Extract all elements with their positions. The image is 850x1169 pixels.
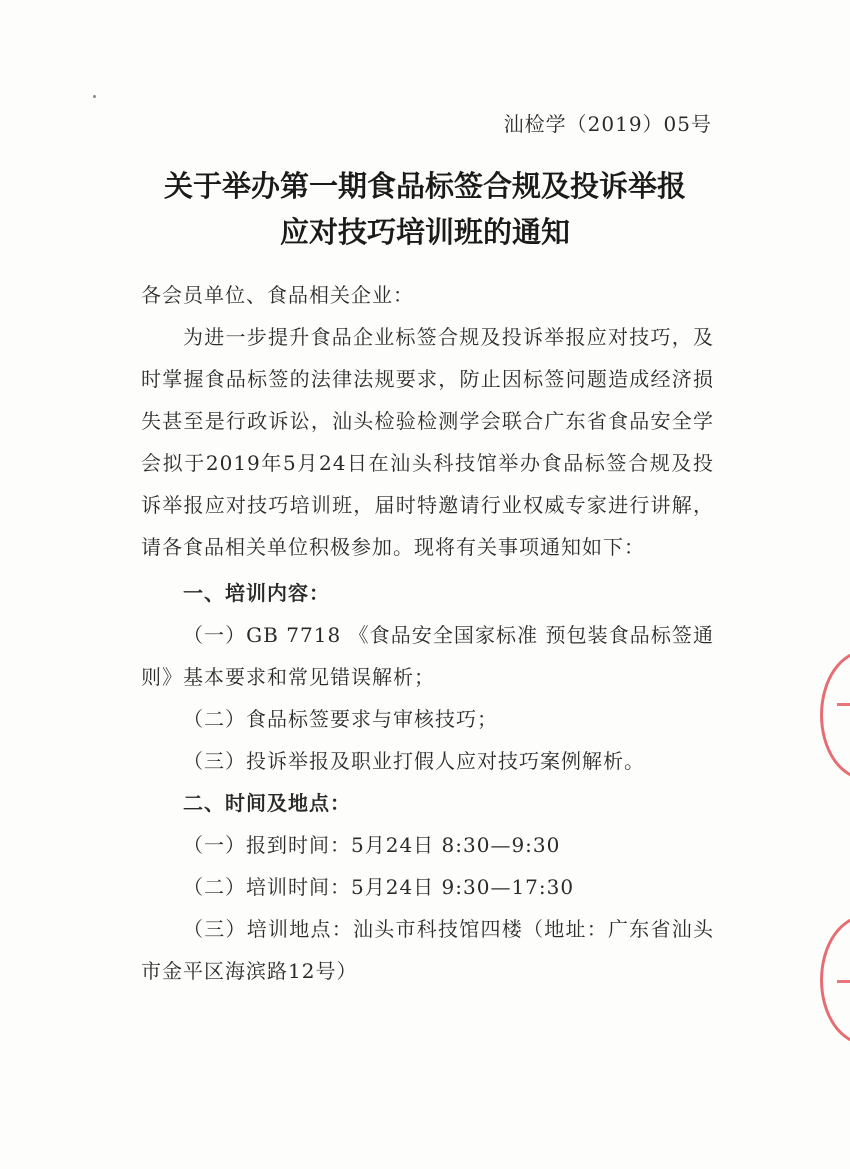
section-1-item-3: （三）投诉举报及职业打假人应对技巧案例解析。 <box>183 749 645 773</box>
scan-speck <box>93 95 96 98</box>
seal-mark <box>837 980 850 983</box>
section-2-item-3: （三）培训地点：汕头市科技馆四楼（地址：广东省汕头市金平区海滨路12号） <box>141 917 714 983</box>
section-1-item-1: （一）GB 7718 《食品安全国家标准 预包装食品标签通则》基本要求和常见错误解析； <box>141 623 714 689</box>
document-body <box>141 274 714 992</box>
document-number: 汕检学（2019）05号 <box>503 112 712 136</box>
document-title <box>0 163 850 255</box>
official-seal-fragment-top <box>820 650 850 780</box>
section-2-heading: 二、时间及地点： <box>183 791 351 815</box>
section-2-item-1: （一）报到时间：5月24日 8:30—9:30 <box>183 833 561 857</box>
seal-mark <box>837 703 850 706</box>
salutation: 各会员单位、食品相关企业： <box>141 283 414 307</box>
official-seal-fragment-bottom <box>820 915 850 1045</box>
section-1-item-2: （二）食品标签要求与审核技巧； <box>183 707 498 731</box>
title-line-1: 关于举办第一期食品标签合规及投诉举报 <box>163 169 686 203</box>
title-line-2: 应对技巧培训班的通知 <box>279 215 570 249</box>
section-2-item-2: （二）培训时间：5月24日 9:30—17:30 <box>183 875 575 899</box>
section-1-heading: 一、培训内容： <box>183 581 330 605</box>
intro-paragraph: 为进一步提升食品企业标签合规及投诉举报应对技巧，及时掌握食品标签的法律法规要求，防止因标签问题造成经济损失甚至是行政诉讼，汕头检验检测学会联合广东省食品安全学会拟于2019年5月24日在汕头科技馆举办食品标签合规及投诉举报应对技巧培训班，届时特邀请行业权威专家进行讲解，请各食品相关单位积极参加。现将有关事项通知如下： <box>141 325 714 559</box>
